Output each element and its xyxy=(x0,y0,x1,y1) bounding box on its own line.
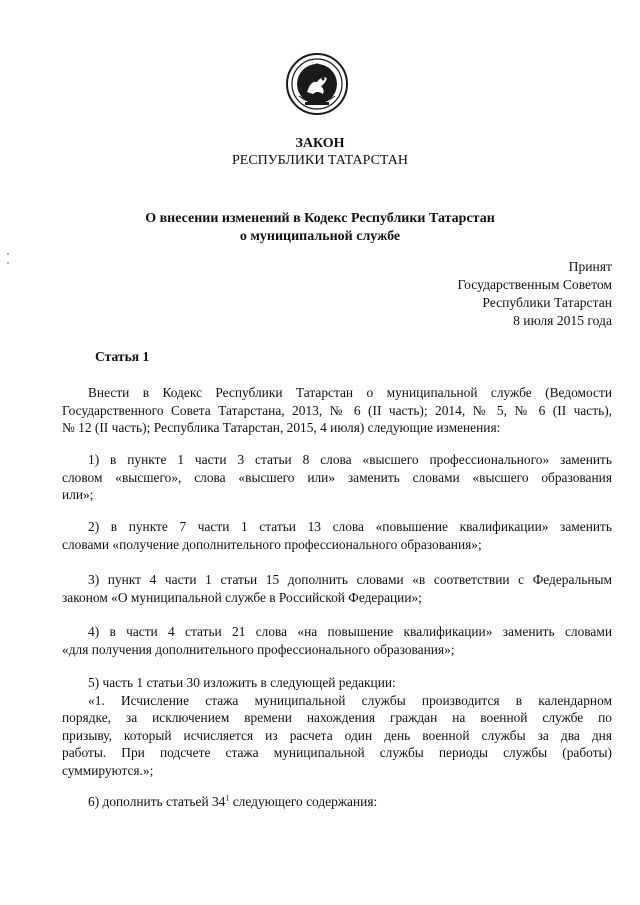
text-line: 2) в пункте 7 части 1 статьи 13 слова «повышение квалификации» заменить xyxy=(88,519,612,534)
law-name-line2: о муниципальной службе xyxy=(239,229,401,244)
text-line: 1) в пункте 1 части 3 статьи 8 слова «высшего профессионального» заменить xyxy=(88,452,612,467)
text-line: словом «высшего», слова «высшего или» заменить словами «высшего образования xyxy=(62,469,612,485)
text-line: 5) часть 1 статьи 30 изложить в следующей редакции: xyxy=(88,675,396,690)
quote-line: работы. При подсчете стажа муниципальной службы периоды службы (работы) xyxy=(62,745,612,761)
text-line: 3) пункт 4 части 1 статьи 15 дополнить словами «в соответствии с Федеральным xyxy=(88,572,612,587)
text-line: 4) в части 4 статьи 21 слова «на повышение квалификации» заменить словами xyxy=(88,624,612,639)
article-heading: Статья 1 xyxy=(95,349,150,364)
adoption-block xyxy=(457,258,612,330)
amendment-item-1 xyxy=(62,451,612,504)
superscript: 1 xyxy=(225,793,230,803)
scan-artifact xyxy=(7,253,9,255)
adoption-line: Государственным Советом xyxy=(457,277,612,292)
text-line: Внести в Кодекс Республики Татарстан о муниципальной службе (Ведомости xyxy=(88,385,612,400)
text-line: законом «О муниципальной службе в Российской Федерации»; xyxy=(62,589,422,605)
amendment-item-3 xyxy=(62,571,612,606)
quote-line: суммируются.»; xyxy=(62,762,154,778)
quote-line: «1. Исчисление стажа муниципальной службы производится в календарном xyxy=(88,692,612,708)
law-name-line1: О внесении изменений в Кодекс Республики Татарстан xyxy=(145,211,495,226)
scan-artifact xyxy=(7,262,9,264)
adoption-line: Республики Татарстан xyxy=(482,295,612,310)
quote-line: призыву, который исчисляется из расчета один день военной службы за два дня xyxy=(62,727,612,743)
text-line: словами «получение дополнительного профессионального образования»; xyxy=(62,536,482,552)
coat-of-arms-icon xyxy=(285,52,349,116)
text-line: Государственного Совета Татарстана, 2013, № 6 (II часть); 2014, № 5, № 6 (II часть), xyxy=(62,402,612,418)
amendment-item-4 xyxy=(62,623,612,658)
document-subtitle: РЕСПУБЛИКИ ТАТАРСТАН xyxy=(231,153,408,168)
article-intro xyxy=(62,384,612,437)
text-line xyxy=(62,793,612,811)
amendment-item-2 xyxy=(62,518,612,553)
item6-tail: следующего содержания: xyxy=(229,794,378,809)
amendment-item-6 xyxy=(62,793,612,811)
text-line: или»; xyxy=(62,487,94,503)
quote-line: порядке, за исключением времени нахождения граждан на военной службе по xyxy=(62,710,612,726)
adoption-line: Принят xyxy=(568,259,612,274)
adoption-date: 8 июля 2015 года xyxy=(513,313,612,328)
item6-text: 6) дополнить статьей 34 xyxy=(88,794,226,809)
text-line: «для получения дополнительного профессионального образования»; xyxy=(62,641,455,657)
text-line: № 12 (II часть); Республика Татарстан, 2015, 4 июля) следующие изменения: xyxy=(62,420,501,436)
amendment-item-5 xyxy=(62,674,612,780)
document-title: ЗАКОН xyxy=(295,136,345,151)
